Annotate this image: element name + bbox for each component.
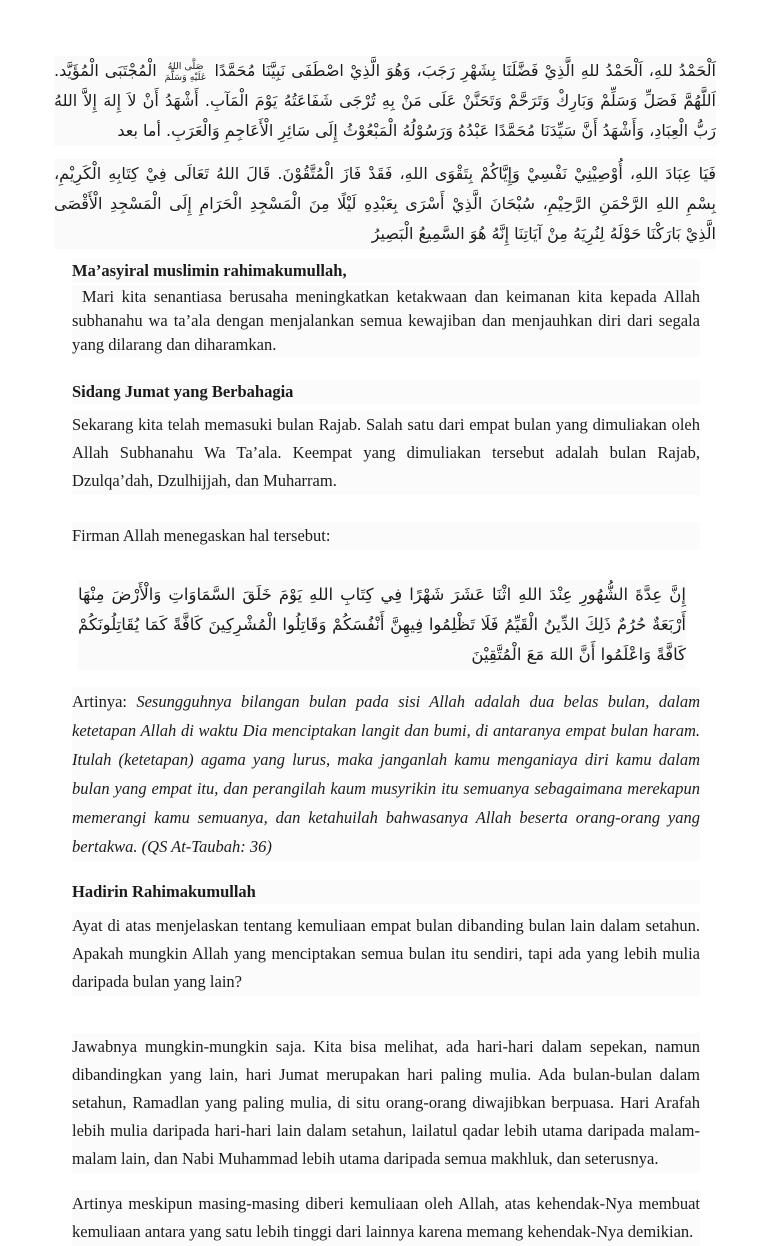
arabic-opening-paragraph: [54, 56, 716, 146]
paragraph-intro-taqwa: Mari kita senantiasa berusaha meningkatkan ketakwaan dan keimanan kita kepada Allah subhanahu wa ta’ala dengan menjalankan semua kewajiban dan menjauhkan diri dari segala yang dilarang dan diharamkan.: [72, 287, 700, 354]
arabic-opening-text-a: اَلْحَمْدُ للهِ، اَلْحَمْدُ للهِ الَّذِيْ فَضَّلَنَا بِشَهْرِ رَجَبَ، وَهُوَ الَّذِيْ اصْطَفَى نَبِيَّنَا مُحَمَّدًا: [214, 61, 716, 80]
saw-symbol-line-1: صَلَّى اللهُ: [167, 60, 204, 72]
paragraph-kehendak-nya: Artinya meskipun masing-masing diberi kemuliaan oleh Allah, atas kehendak-Nya membuat kemuliaan antara yang satu lebih tinggi dari lainnya karena memang kehendak-Nya demikian.: [72, 1194, 700, 1241]
sallallahu-alaihi-wasallam-symbol: [163, 61, 209, 83]
arabic-taqwa-paragraph: فَيَا عِبَادَ اللهِ، أُوْصِيْنِيْ نَفْسِيْ وَإِيَّاكُمْ بِتَقْوَى اللهِ، فَقَدْ فَازَ الْمُتَّقُوْنَ. قَالَ اللهُ تَعَالَى فِيْ كِتَابِهِ الْكَرِيْمِ، بِسْمِ اللهِ الرَّحْمَنِ الرَّحِيْمِ، سُبْحَانَ الَّذِيْ أَسْرَى بِعَبْدِهِ لَيْلًا مِنَ الْمَسْجِدِ الْحَرَامِ إِلَى الْمَسْجِدِ الْأَقْصَى الَّذِيْ بَارَكْنَا حَوْلَهُ لِنُرِيَهُ مِنْ آيَاتِنَا إِنَّهُ هُوَ السَّمِيعُ الْبَصِيرُ: [54, 164, 716, 243]
paragraph-ayat-kemuliaan: Ayat di atas menjelaskan tentang kemuliaan empat bulan dibanding bulan lain dalam setahun. Apakah mungkin Allah yang menciptakan semua bulan itu sendiri, tapi ada yang lebih mulia daripada bulan yang lain?: [72, 916, 700, 991]
arabic-opening-text-b: الْمُجْتَبَى الْمُؤَيَّد. اَللَّهُمَّ فَصَلِّ وَسَلِّمْ وَبَارِكْ وَتَرَحَّمْ وَتَحَنَّنْ عَلَى مَنْ بِهِ تُرْجَى شَفَاعَتُهُ يَوْمَ الْمَآبِ. أَشْهَدُ أَنْ لاَ إِلهَ إِلاَّ اللهُ رَبُّ الْعِبَادِ، وَأَشْهَدُ أَنَّ سَيِّدَنَا مُحَمَّدًا عَبْدُهُ وَرَسُوْلُهُ الْمَبْعُوْثُ إِلَى سَائِرِ الْأَعَاجِمِ وَالْعَرَبِ. أما بعد: [54, 61, 716, 140]
paragraph-verse-translation: [72, 687, 700, 861]
heading-sidang-jumat: Sidang Jumat yang Berbahagia: [72, 382, 294, 401]
heading-maasyiral-muslimin: Ma’asyiral muslimin rahimakumullah,: [72, 261, 347, 280]
paragraph-bulan-rajab: Sekarang kita telah memasuki bulan Rajab. Salah satu dari empat bulan yang dimuliakan oleh Allah Subhanahu Wa Ta’ala. Keempat yang dimuliakan tersebut adalah bulan Rajab, Dzulqa’dah, Dzulhijjah, dan Muharram.: [72, 415, 700, 490]
paragraph-firman-allah-lead: Firman Allah menegaskan hal tersebut:: [72, 526, 331, 545]
heading-hadirin-rahimakumullah: Hadirin Rahimakumullah: [72, 882, 256, 901]
saw-symbol-line-2: عَلَيْهِ وَسَلَّمَ: [164, 71, 207, 83]
translation-label: Artinya:: [72, 692, 137, 711]
translation-italic-text: Sesungguhnya bilangan bulan pada sisi Allah adalah dua belas bulan, dalam ketetapan Allah di waktu Dia menciptakan langit dan bumi, di antaranya empat bulan haram. Itulah (ketetapan) agama yang lurus, maka janganlah kamu menganiaya diri kamu dalam bulan yang empat itu, dan perangilah kaum musyrikin itu semuanya sebagaimana merekapun memerangi kamu semuanya, dan ketahuilah bahwasanya Allah beserta orang-orang yang bertakwa. (QS At-Taubah: 36): [72, 692, 700, 856]
arabic-quran-verse-at-taubah-36: إِنَّ عِدَّةَ الشُّهُورِ عِنْدَ اللهِ اثْنَا عَشَرَ شَهْرًا فِي كِتَابِ اللهِ يَوْمَ خَلَقَ السَّمَاوَاتِ وَالْأَرْضَ مِنْهَا أَرْبَعَةٌ حُرُمٌ ذَلِكَ الدِّينُ الْقَيِّمُ فَلَا تَظْلِمُوا فِيهِنَّ أَنْفُسَكُمْ وَقَاتِلُوا الْمُشْرِكِينَ كَافَّةً كَمَا يُقَاتِلُونَكُمْ كَافَّةً وَاعْلَمُوا أَنَّ اللهَ مَعَ الْمُتَّقِيْنَ: [78, 585, 686, 664]
paragraph-jawabnya-mungkin: Jawabnya mungkin-mungkin saja. Kita bisa melihat, ada hari-hari dalam sepekan, namun dibandingkan yang lain, hari Jumat merupakan hari paling mulia. Ada bulan-bulan dalam setahun, Ramadlan yang paling mulia, di situ orang-orang diwajibkan berpuasa. Hari Arafah lebih mulia daripada hari-hari lain dalam setahun, lailatul qadar lebih utama daripada malam-malam lain, dan Nabi Muhammad lebih utama daripada semua makhluk, dan seterusnya.: [72, 1037, 700, 1168]
